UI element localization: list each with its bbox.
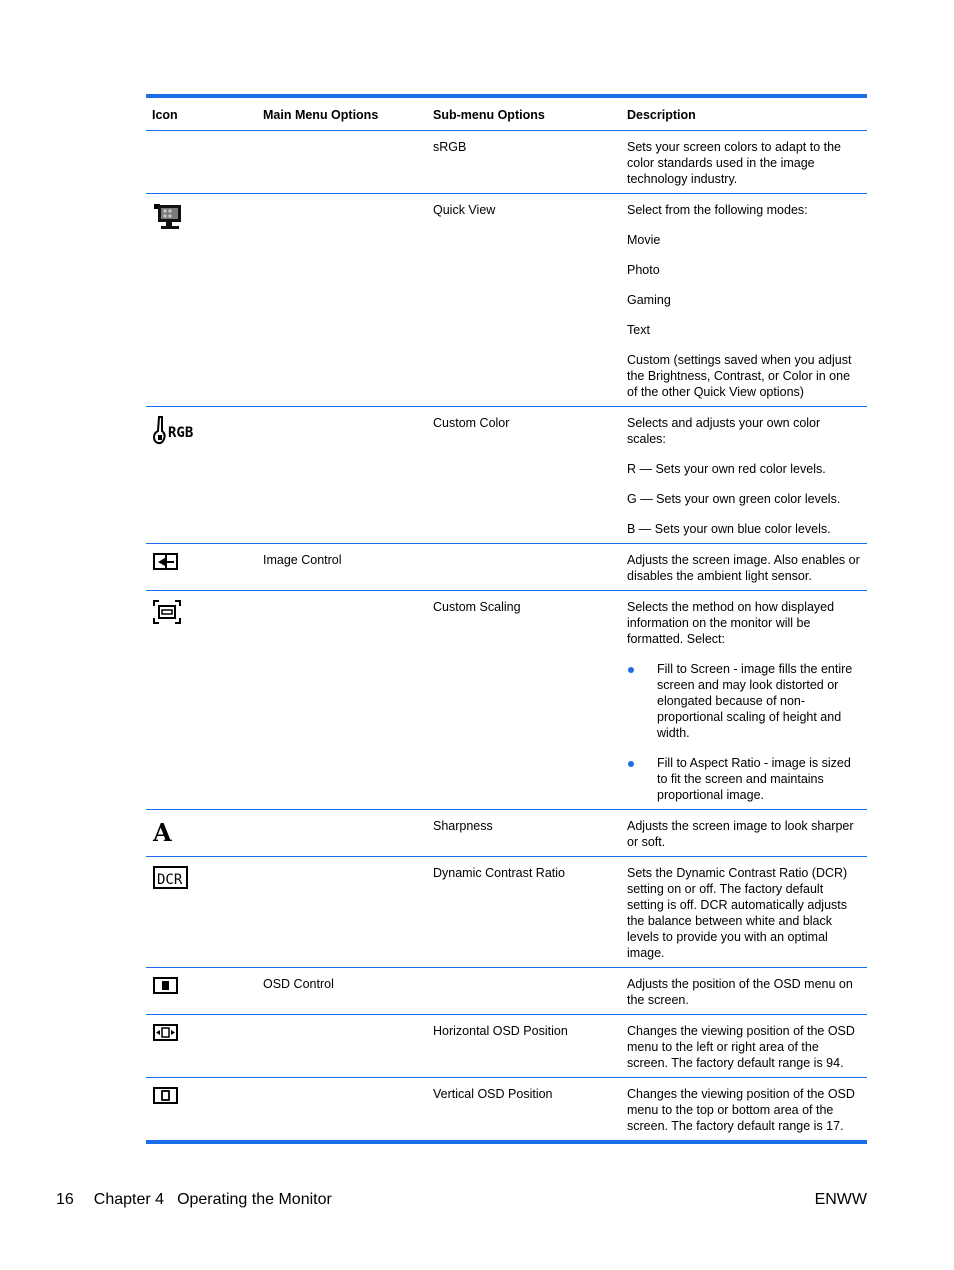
table-row [146, 544, 867, 591]
description-paragraph: Selects and adjusts your own color scales: [627, 416, 821, 446]
dcr-icon [152, 865, 251, 895]
vertical-osd-icon [152, 1086, 251, 1110]
bullet-text: Fill to Screen - image fills the entire screen and may look distorted or elongated because of non-proportional scaling of height and width. [657, 662, 853, 740]
chapter-label: Chapter 4 [93, 1191, 165, 1208]
cell-description [621, 194, 867, 407]
cell-icon [146, 1078, 257, 1141]
cell-sub-menu: Custom Scaling [427, 591, 621, 810]
cell-main-menu [257, 194, 427, 407]
sharpness-icon [152, 818, 251, 848]
cell-sub-menu: Horizontal OSD Position [427, 1015, 621, 1078]
cell-description [621, 544, 867, 591]
bullet-dot-icon [628, 761, 634, 767]
table-row [146, 857, 867, 968]
description-paragraph: Text [627, 323, 650, 337]
options-table [146, 98, 867, 1140]
cell-sub-menu [427, 968, 621, 1015]
cell-main-menu: OSD Control [257, 968, 427, 1015]
description-paragraph: R — Sets your own red color levels. [627, 462, 826, 476]
table-header-row [146, 98, 867, 131]
cell-main-menu [257, 1078, 427, 1141]
cell-sub-menu: Dynamic Contrast Ratio [427, 857, 621, 968]
cell-icon [146, 194, 257, 407]
description-paragraph: Changes the viewing position of the OSD menu to the top or bottom area of the screen. The factory default range is 17. [627, 1087, 855, 1133]
osd-control-icon [152, 976, 251, 1000]
cell-sub-menu: Custom Color [427, 407, 621, 544]
header-description: Description [621, 98, 867, 131]
cell-main-menu [257, 1015, 427, 1078]
cell-icon [146, 591, 257, 810]
description-paragraph: Select from the following modes: [627, 203, 808, 217]
cell-sub-menu [427, 544, 621, 591]
cell-description [621, 968, 867, 1015]
description-paragraph: Changes the viewing position of the OSD menu to the left or right area of the screen. The factory default range is 94. [627, 1024, 855, 1070]
cell-icon [146, 810, 257, 857]
cell-icon [146, 1015, 257, 1078]
cell-description [621, 1015, 867, 1078]
cell-sub-menu: sRGB [427, 131, 621, 194]
cell-description [621, 591, 867, 810]
custom-scaling-icon [152, 599, 251, 629]
header-icon: Icon [146, 98, 257, 131]
description-paragraph: Movie [627, 233, 661, 247]
cell-main-menu [257, 131, 427, 194]
cell-main-menu: Image Control [257, 544, 427, 591]
description-paragraph: Custom (settings saved when you adjust the Brightness, Contrast, or Color in one of the other Quick View options) [627, 353, 852, 399]
cell-description [621, 407, 867, 544]
cell-sub-menu: Sharpness [427, 810, 621, 857]
description-paragraph: Adjusts the screen image. Also enables or disables the ambient light sensor. [627, 553, 860, 583]
footer-left [56, 1191, 332, 1209]
cell-icon [146, 131, 257, 194]
table-row [146, 194, 867, 407]
table-row [146, 1078, 867, 1141]
description-paragraph: Photo [627, 263, 660, 277]
bullet-item [627, 661, 861, 741]
description-paragraph: Sets the Dynamic Contrast Ratio (DCR) setting on or off. The factory default setting is off. DCR automatically adjusts the balance between white and black levels to provide you with an optimal image. [627, 866, 848, 960]
description-paragraph: B — Sets your own blue color levels. [627, 522, 831, 536]
table-row [146, 968, 867, 1015]
header-sub-menu: Sub-menu Options [427, 98, 621, 131]
table-row [146, 591, 867, 810]
description-paragraph: G — Sets your own green color levels. [627, 492, 841, 506]
bullet-text: Fill to Aspect Ratio - image is sized to fit the screen and maintains proportional image. [657, 756, 851, 802]
options-table-container [146, 94, 867, 1144]
table-bottom-rule [146, 1140, 867, 1144]
quick-view-icon [152, 202, 251, 236]
page-footer [56, 1191, 867, 1209]
bullet-dot-icon [628, 667, 634, 673]
page-number: 16 [56, 1191, 74, 1208]
cell-main-menu [257, 407, 427, 544]
cell-icon [146, 544, 257, 591]
description-paragraph: Adjusts the screen image to look sharper or soft. [627, 819, 854, 849]
cell-description [621, 810, 867, 857]
table-row [146, 1015, 867, 1078]
cell-main-menu [257, 857, 427, 968]
cell-icon [146, 968, 257, 1015]
footer-right: ENWW [814, 1191, 867, 1208]
header-main-menu: Main Menu Options [257, 98, 427, 131]
image-control-icon [152, 552, 251, 576]
cell-description [621, 1078, 867, 1141]
description-paragraph: Selects the method on how displayed information on the monitor will be formatted. Select: [627, 600, 835, 646]
cell-icon [146, 407, 257, 544]
description-paragraph: Sets your screen colors to adapt to the color standards used in the image technology industry. [627, 140, 842, 186]
cell-sub-menu: Vertical OSD Position [433, 1087, 553, 1101]
table-row [146, 131, 867, 194]
cell-description [621, 131, 867, 194]
description-paragraph: Adjusts the position of the OSD menu on the screen. [627, 977, 853, 1007]
bullet-item [627, 755, 861, 803]
table-row [146, 810, 867, 857]
description-paragraph: Gaming [627, 293, 671, 307]
chapter-title: Operating the Monitor [177, 1191, 332, 1208]
table-row [146, 407, 867, 544]
cell-main-menu [257, 810, 427, 857]
cell-main-menu [257, 591, 427, 810]
cell-description [621, 857, 867, 968]
horizontal-osd-icon [152, 1023, 251, 1047]
cell-icon [146, 857, 257, 968]
svg-text:A: A [153, 818, 172, 844]
custom-color-icon [152, 415, 251, 451]
svg-text:RGB: RGB [168, 425, 194, 441]
cell-sub-menu: Quick View [427, 194, 621, 407]
svg-text:DCR: DCR [157, 872, 183, 888]
